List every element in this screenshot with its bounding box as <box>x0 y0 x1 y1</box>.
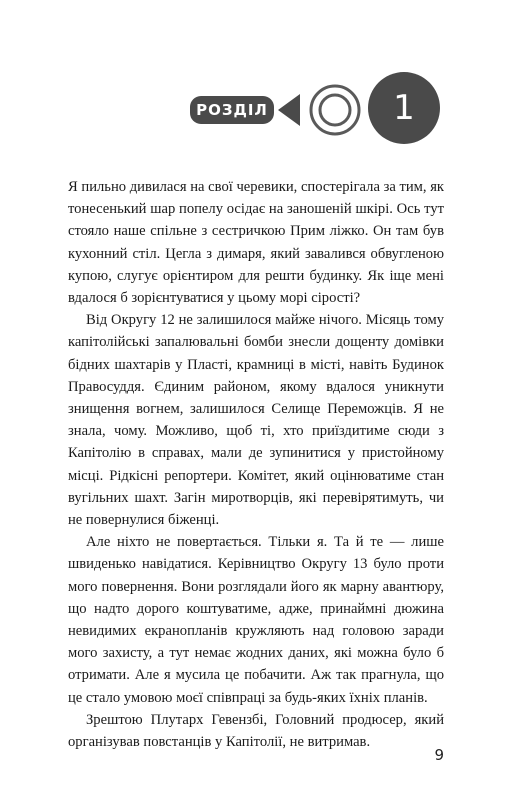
paragraph: Зрештою Плутарх Гевензбі, Головний продюсер, який організував повстанців у Капітолії, не витримав. <box>68 711 444 751</box>
paragraph: Але ніхто не повертається. Тільки я. Та й те — лише швиденько навідатися. Керівництво Округу 13 було проти мого повернення. Вони розглядали його як марну авантюру, що надто дорого коштуватиме, адже, принаймні дюжина невидимих екранопланів кружляють над головою заради мого захисту, а тут немає жодних даних, які можна було б отримати. Але я мусила це побачити. Аж так прагнула, що це стало умовою моєї співпраці за будь-яких їхніх планів. <box>68 534 444 706</box>
chapter-body <box>68 176 444 753</box>
play-triangle-icon <box>278 94 300 126</box>
chapter-header <box>0 0 512 160</box>
outer-ring-icon <box>311 86 359 134</box>
chapter-label: РОЗДІЛ <box>196 101 268 119</box>
page-number: 9 <box>434 746 444 764</box>
paragraph: Від Округу 12 не залишилося майже нічого. Місяць тому капітолійські запалювальні бомби знесли дощенту домівки бідних шахтарів у Пласті, крамниці в місті, навіть Будинок Правосуддя. Єдиним районом, якому вдалося уникнути знищення вогнем, залишилося Селище Переможців. Я не знала, чому. Можливо, щоб ті, хто приїздитиме сюди з Капітолію в справах, мали де зупинитися у пристойному місці. Рідкісні репортери. Комітет, який оцінюватиме стан вугільних шахт. Загін миротворців, які перевірятимуть, чи не повернулися біженці. <box>68 312 444 529</box>
chapter-number: 1 <box>393 88 415 128</box>
inner-ring-icon <box>320 95 350 125</box>
paragraph: Я пильно дивилася на свої черевики, спостерігала за тим, як тонесенький шар попелу осідає на заношеній шкірі. Ось тут стояло наше спільне з сестричкою Прим ліжко. Он там був кухонний стіл. Цегла з димаря, який завалився обвугленою купою, слугує орієнтиром для решти будинку. Як іще мені вдалося б зорієнтуватися у цьому морі сірості? <box>68 179 444 307</box>
